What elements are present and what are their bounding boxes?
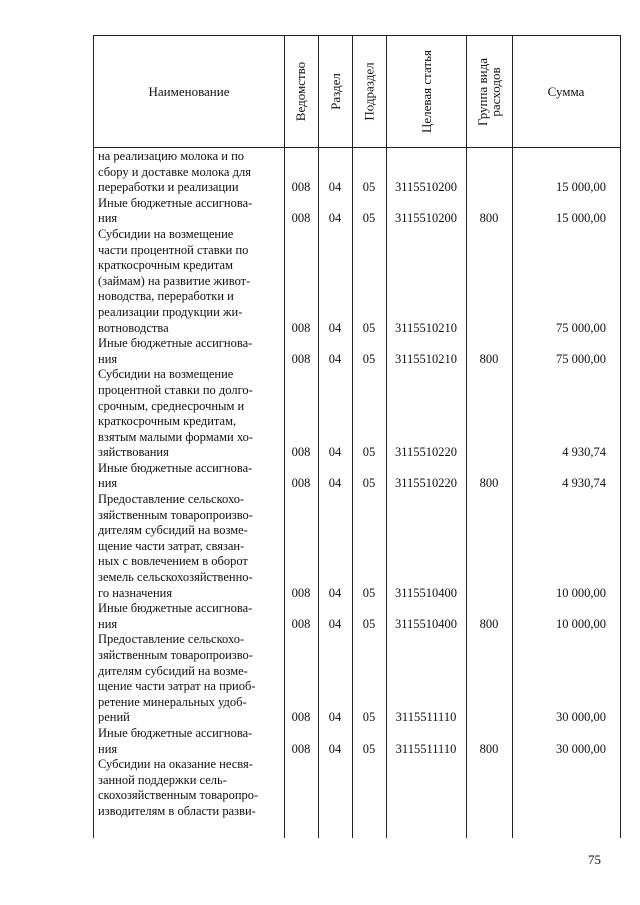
row-name-line: Иные бюджетные ассигнова- bbox=[98, 336, 253, 351]
row-name bbox=[94, 492, 284, 601]
row-name-line: сбору и доставке молока для bbox=[98, 164, 251, 179]
row-name-line: ния bbox=[98, 616, 118, 631]
header-vedomstvo: Ведомство bbox=[293, 61, 309, 122]
row-name-line: ных с вовлечением в оборот bbox=[98, 554, 248, 569]
cell-razdel: 04 bbox=[328, 211, 342, 226]
cell-vedomstvo: 008 bbox=[291, 741, 311, 756]
row-name-line: Субсидии на возмещение bbox=[98, 226, 234, 241]
row-name-line: щение части затрат, связан- bbox=[98, 538, 245, 553]
table-row bbox=[94, 601, 620, 632]
cell-razdel: 04 bbox=[328, 180, 342, 195]
row-name-line: ния bbox=[98, 351, 118, 366]
cell-vedomstvo: 008 bbox=[291, 476, 311, 491]
cell-summa: 30 000,00 bbox=[556, 710, 606, 725]
table-row bbox=[94, 149, 620, 196]
row-name-line: (займам) на развитие живот- bbox=[98, 273, 251, 288]
row-name-line: новодства, переработки и bbox=[98, 289, 234, 304]
table-row bbox=[94, 632, 620, 726]
header-summa: Сумма bbox=[547, 83, 585, 99]
cell-razdel: 04 bbox=[328, 476, 342, 491]
cell-celevaya-statya: 3115510210 bbox=[394, 320, 458, 335]
cell-razdel: 04 bbox=[328, 710, 342, 725]
header-razdel: Раздел bbox=[327, 73, 343, 110]
header-gruppa: Группа вида расходов bbox=[475, 57, 504, 126]
row-name-line: краткосрочным кредитам, bbox=[98, 414, 237, 429]
cell-summa: 10 000,00 bbox=[556, 616, 606, 631]
cell-podrazdel: 05 bbox=[362, 741, 376, 756]
cell-celevaya-statya: 3115511110 bbox=[395, 741, 457, 756]
cell-summa: 10 000,00 bbox=[556, 585, 606, 600]
cell-celevaya-statya: 3115510400 bbox=[394, 616, 458, 631]
cell-podrazdel: 05 bbox=[362, 445, 376, 460]
cell-summa: 30 000,00 bbox=[556, 741, 606, 756]
cell-summa: 15 000,00 bbox=[556, 180, 606, 195]
table-row bbox=[94, 336, 620, 367]
cell-vedomstvo: 008 bbox=[291, 445, 311, 460]
row-name-line: переработки и реализации bbox=[98, 180, 239, 195]
row-name-line: Иные бюджетные ассигнова- bbox=[98, 725, 253, 740]
budget-table bbox=[93, 35, 621, 838]
cell-gruppa: 800 bbox=[479, 476, 499, 491]
cell-razdel: 04 bbox=[328, 585, 342, 600]
row-name-line: рений bbox=[98, 710, 130, 725]
row-name-line: Иные бюджетные ассигнова- bbox=[98, 601, 253, 616]
cell-vedomstvo: 008 bbox=[291, 180, 311, 195]
row-name-line: Предоставление сельскохо- bbox=[98, 632, 245, 647]
cell-razdel: 04 bbox=[328, 616, 342, 631]
row-name-line: зяйствования bbox=[98, 445, 169, 460]
row-name-line: щение части затрат на приоб- bbox=[98, 679, 256, 694]
row-name-line: ретение минеральных удоб- bbox=[98, 694, 247, 709]
cell-gruppa: 800 bbox=[479, 211, 499, 226]
row-name-line: занной поддержки сель- bbox=[98, 772, 227, 787]
row-name-line: Предоставление сельскохо- bbox=[98, 492, 245, 507]
cell-gruppa: 800 bbox=[479, 616, 499, 631]
row-name-line: краткосрочным кредитам bbox=[98, 258, 233, 273]
cell-celevaya-statya: 3115510220 bbox=[394, 476, 458, 491]
row-name-line: части процентной ставки по bbox=[98, 242, 249, 257]
cell-podrazdel: 05 bbox=[362, 710, 376, 725]
row-name-line: ния bbox=[98, 476, 118, 491]
cell-gruppa: 800 bbox=[479, 351, 499, 366]
row-name-line: скохозяйственным товаропро- bbox=[98, 788, 259, 803]
row-name bbox=[94, 196, 284, 227]
cell-razdel: 04 bbox=[328, 351, 342, 366]
row-name-line: срочным, среднесрочным и bbox=[98, 398, 245, 413]
row-name-line: дителям субсидий на возме- bbox=[98, 663, 248, 678]
header-celevaya-statya: Целевая статья bbox=[418, 49, 434, 134]
cell-celevaya-statya: 3115510200 bbox=[394, 211, 458, 226]
cell-summa: 4 930,74 bbox=[562, 445, 606, 460]
cell-vedomstvo: 008 bbox=[291, 320, 311, 335]
table-row bbox=[94, 227, 620, 336]
header-divider bbox=[94, 147, 620, 148]
cell-celevaya-statya: 3115510220 bbox=[394, 445, 458, 460]
cell-podrazdel: 05 bbox=[362, 351, 376, 366]
row-name bbox=[94, 757, 284, 819]
row-name-line: на реализацию молока и по bbox=[98, 149, 245, 163]
cell-celevaya-statya: 3115510200 bbox=[394, 180, 458, 195]
row-name-line: земель сельскохозяйственно- bbox=[98, 570, 253, 585]
row-name bbox=[94, 227, 284, 336]
row-name-line: ния bbox=[98, 211, 118, 226]
row-name-line: Субсидии на оказание несвя- bbox=[98, 757, 253, 772]
cell-celevaya-statya: 3115510210 bbox=[394, 351, 458, 366]
row-name-line: реализации продукции жи- bbox=[98, 304, 243, 319]
table-row bbox=[94, 726, 620, 757]
row-name bbox=[94, 461, 284, 492]
cell-vedomstvo: 008 bbox=[291, 211, 311, 226]
row-name-line: изводителям в области разви- bbox=[98, 803, 256, 818]
row-name-line: го назначения bbox=[98, 585, 173, 600]
cell-vedomstvo: 008 bbox=[291, 585, 311, 600]
cell-celevaya-statya: 3115510400 bbox=[394, 585, 458, 600]
row-name-line: процентной ставки по долго- bbox=[98, 382, 253, 397]
row-name-line: Иные бюджетные ассигнова- bbox=[98, 460, 253, 475]
table-row bbox=[94, 367, 620, 461]
cell-gruppa: 800 bbox=[479, 741, 499, 756]
row-name-line: вотноводства bbox=[98, 320, 169, 335]
cell-celevaya-statya: 3115511110 bbox=[395, 710, 457, 725]
cell-vedomstvo: 008 bbox=[291, 351, 311, 366]
cell-vedomstvo: 008 bbox=[291, 710, 311, 725]
row-name-line: Иные бюджетные ассигнова- bbox=[98, 195, 253, 210]
row-name-line: ния bbox=[98, 741, 118, 756]
cell-podrazdel: 05 bbox=[362, 616, 376, 631]
cell-podrazdel: 05 bbox=[362, 180, 376, 195]
cell-razdel: 04 bbox=[328, 320, 342, 335]
cell-podrazdel: 05 bbox=[362, 211, 376, 226]
row-name bbox=[94, 367, 284, 461]
cell-summa: 75 000,00 bbox=[556, 320, 606, 335]
table-row bbox=[94, 492, 620, 601]
row-name-line: Субсидии на возмещение bbox=[98, 367, 234, 382]
cell-podrazdel: 05 bbox=[362, 320, 376, 335]
row-name bbox=[94, 726, 284, 757]
row-name bbox=[94, 632, 284, 726]
cell-summa: 75 000,00 bbox=[556, 351, 606, 366]
table-row bbox=[94, 196, 620, 227]
row-name-line: зяйственным товаропроизво- bbox=[98, 648, 253, 662]
row-name bbox=[94, 336, 284, 367]
table-row bbox=[94, 757, 620, 819]
row-name-line: зяйственным товаропроизво- bbox=[98, 507, 253, 522]
cell-podrazdel: 05 bbox=[362, 585, 376, 600]
page-number: 75 bbox=[588, 852, 601, 867]
table-body bbox=[94, 149, 620, 820]
cell-summa: 4 930,74 bbox=[562, 476, 606, 491]
cell-razdel: 04 bbox=[328, 445, 342, 460]
cell-podrazdel: 05 bbox=[362, 476, 376, 491]
table-row bbox=[94, 461, 620, 492]
row-name bbox=[94, 601, 284, 632]
row-name-line: дителям субсидий на возме- bbox=[98, 523, 248, 538]
header-podrazdel: Подраздел bbox=[361, 62, 377, 121]
row-name bbox=[94, 149, 284, 196]
header-name: Наименование bbox=[148, 83, 230, 99]
row-name-line: взятым малыми формами хо- bbox=[98, 429, 254, 444]
cell-vedomstvo: 008 bbox=[291, 616, 311, 631]
cell-summa: 15 000,00 bbox=[556, 211, 606, 226]
cell-razdel: 04 bbox=[328, 741, 342, 756]
